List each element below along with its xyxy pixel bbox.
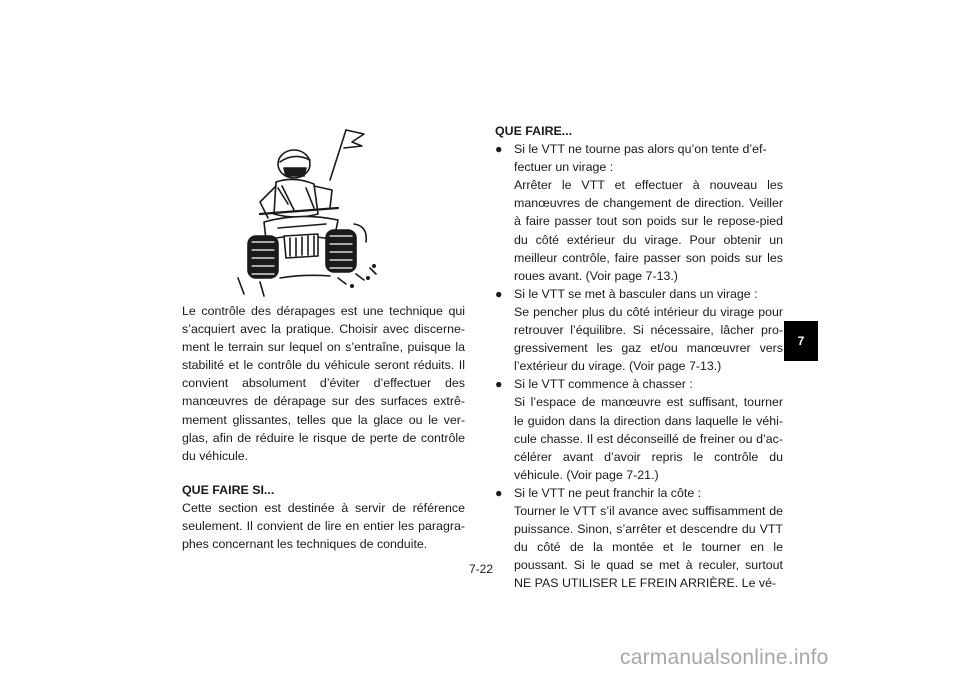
right-column bbox=[495, 122, 783, 592]
bullet-item bbox=[495, 140, 783, 285]
bullet-item bbox=[495, 285, 783, 375]
section-heading: QUE FAIRE SI... bbox=[182, 482, 275, 497]
left-column bbox=[182, 302, 465, 553]
what-to-do-heading: QUE FAIRE... bbox=[495, 124, 573, 138]
bullet-item bbox=[495, 375, 783, 484]
bullet-lead: Si le VTT commence à chasser : bbox=[514, 377, 693, 392]
watermark: carmanualsonline.info bbox=[620, 646, 829, 669]
bullet-body: Si l’espace de manœuvre est suffisant, tourner le guidon dans la direction dans laquelle le véhicule chasse. Il est déconseillé de freiner ou d’accélérer avant d’avoir repris le contrôle du véhicule. (Voir page 7-21.) bbox=[514, 395, 783, 482]
bullet-body: Se pencher plus du côté intérieur du virage pour retrouver l’équilibre. Si nécessaire, lâcher progressivement les gaz et/ou manœuvrer vers l’extérieur du virage. (Voir page 7-13.) bbox=[514, 304, 783, 374]
bullet-dot-icon: ● bbox=[495, 286, 503, 301]
bullet-dot-icon: ● bbox=[495, 377, 503, 392]
bullet-dot-icon: ● bbox=[495, 485, 503, 500]
bullet-item bbox=[495, 484, 783, 593]
section-paragraph: Cette section est destinée à servir de référence seulement. Il convient de lire en entier les paragraphes concernant les techniques de conduite. bbox=[182, 500, 465, 552]
atv-rider-illustration bbox=[234, 128, 382, 298]
bullet-dot-icon: ● bbox=[495, 142, 503, 157]
bullet-body: Arrêter le VTT et effectuer à nouveau les manœuvres de changement de direction. Veiller à faire passer tout son poids sur le repose-pied du côté extérieur du virage. Pour obtenir un meilleur contrôle, faire passer son poids sur les roues avant. (Voir page 7-13.) bbox=[514, 178, 783, 283]
bullet-lead: Si le VTT se met à basculer dans un virage : bbox=[514, 286, 758, 301]
bullet-lead: Si le VTT ne tourne pas alors qu’on tente d’effectuer un virage : bbox=[514, 142, 767, 175]
bullet-body: Tourner le VTT s’il avance avec suffisamment de puissance. Sinon, s’arrêter et descendre du VTT du côté de la montée et le tourner en le poussant. Si le quad se met à reculer, surtout NE PAS UTILISER LE FREIN ARRIÈRE. Le vé- bbox=[514, 503, 783, 591]
intro-paragraph: Le contrôle des dérapages est une technique qui s’acquiert avec la pratique. Choisir avec discernement le terrain sur lequel on s’entraîne, puisque la stabilité et le contrôle du véhicule seront réduits. Il convient absolument d’éviter d’effectuer des manœuvres de dérapage sur des surfaces extrêmement glissantes, telles que la glace ou le verglas, afin de réduire le risque de perte de contrôle du véhicule. bbox=[182, 304, 465, 463]
chapter-tab: 7 bbox=[784, 321, 818, 361]
page-number: 7-22 bbox=[468, 562, 494, 576]
bullet-lead: Si le VTT ne peut franchir la côte : bbox=[514, 485, 702, 500]
